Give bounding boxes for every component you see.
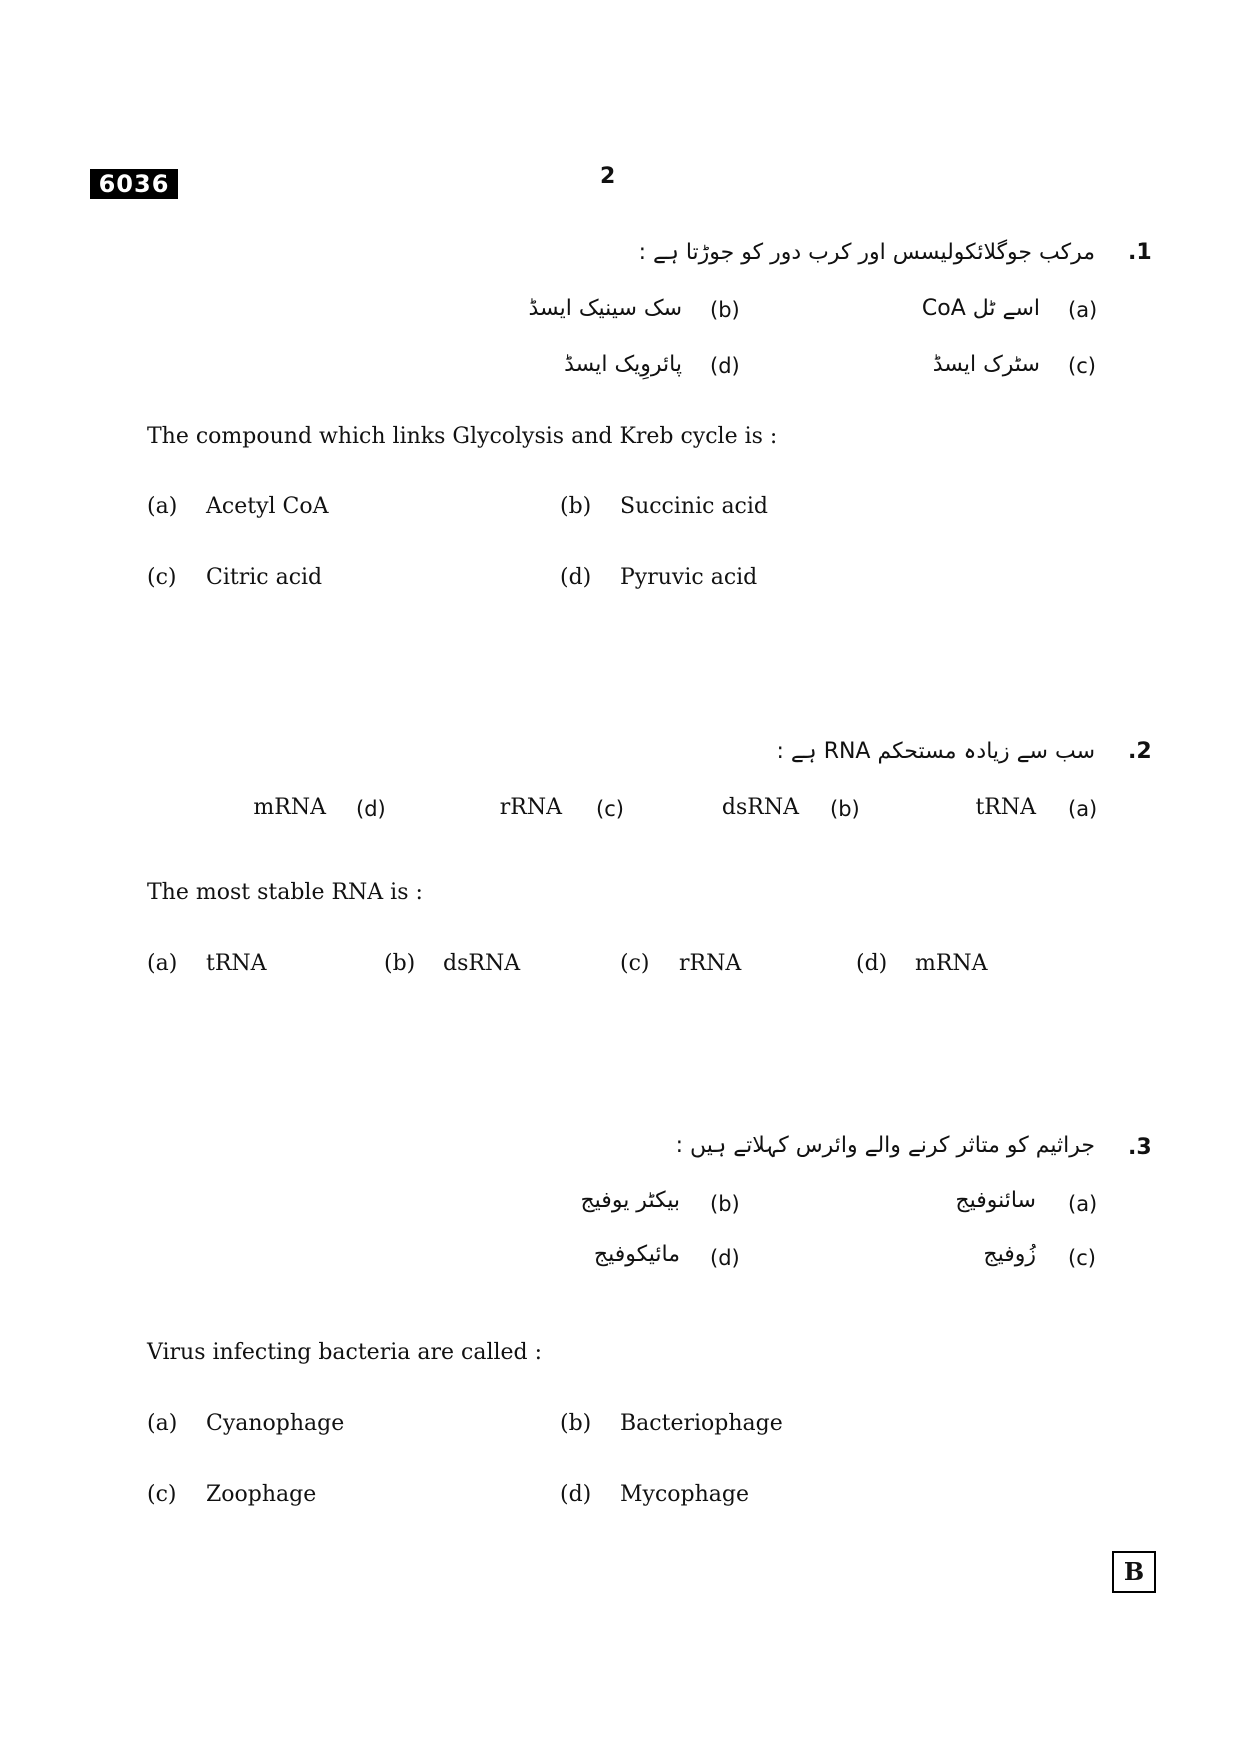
urdu-question: جراثیم کو متاثر کرنے والے وائرس کہلاتے ہیں : [675,1133,1095,1158]
urdu-option-label: (b) [830,797,860,821]
urdu-option-label: (d) [356,797,386,821]
urdu-question: مرکب جوگلائکولیسس اور کرب دور کو جوڑتا ہے : [638,240,1095,265]
question-number: .3 [1128,1135,1152,1160]
english-option-label: (a) [147,951,178,976]
question-number: .1 [1128,240,1152,265]
english-option-text: Bacteriophage [620,1411,783,1436]
urdu-option-label: (d) [710,1246,740,1270]
urdu-option-label: (a) [1068,797,1098,821]
urdu-option-text: سک سینیک ایسڈ [528,296,682,321]
english-option-text: Citric acid [206,565,323,590]
english-option-label: (c) [147,565,177,590]
urdu-question: سب سے زیادہ مستحکم RNA ہے : [776,739,1095,764]
english-option-text: Zoophage [206,1482,317,1507]
page-number: 2 [600,164,616,189]
english-option-text: Mycophage [620,1482,749,1507]
english-option-text: Pyruvic acid [620,565,758,590]
urdu-option-label: (c) [1068,1246,1096,1270]
english-option-text: Cyanophage [206,1411,345,1436]
urdu-option-label: (d) [710,354,740,378]
english-option-label: (c) [147,1482,177,1507]
urdu-option-text: بیکٹر یوفیج [580,1188,680,1213]
urdu-option-label: (c) [1068,354,1096,378]
english-question: Virus infecting bacteria are called : [147,1340,543,1365]
urdu-option-label: (a) [1068,298,1098,322]
urdu-option-text: mRNA [253,795,326,820]
english-option-text: Acetyl CoA [206,494,329,519]
english-option-label: (a) [147,494,178,519]
english-option-label: (d) [560,565,592,590]
english-question: The most stable RNA is : [147,880,423,905]
urdu-option-label: (b) [710,1192,740,1216]
urdu-option-text: rRNA [499,795,562,820]
urdu-option-label: (c) [596,797,624,821]
urdu-option-text: سٹرک ایسڈ [932,352,1040,377]
english-option-text: rRNA [679,951,742,976]
english-option-label: (d) [560,1482,592,1507]
urdu-option-text: اسے ٹل CoA [921,296,1040,321]
paper-code: 6036 [90,169,178,199]
booklet-series-box: B [1112,1551,1156,1593]
english-option-label: (d) [856,951,888,976]
urdu-option-text: سائنوفیج [955,1188,1036,1213]
urdu-option-text: dsRNA [721,795,799,820]
question-number: .2 [1128,739,1152,764]
english-option-label: (a) [147,1411,178,1436]
english-question: The compound which links Glycolysis and Kreb cycle is : [147,424,778,449]
urdu-option-text: زُوفیج [983,1242,1036,1267]
english-option-label: (b) [384,951,416,976]
urdu-option-text: مائیکوفیج [593,1242,680,1267]
english-option-label: (b) [560,494,592,519]
english-option-text: Succinic acid [620,494,768,519]
urdu-option-text: tRNA [975,795,1036,820]
english-option-text: tRNA [206,951,267,976]
urdu-option-label: (a) [1068,1192,1098,1216]
urdu-option-text: پائروِیک ایسڈ [564,352,682,377]
english-option-label: (b) [560,1411,592,1436]
urdu-option-label: (b) [710,298,740,322]
english-option-text: dsRNA [443,951,521,976]
english-option-label: (c) [620,951,650,976]
english-option-text: mRNA [915,951,988,976]
